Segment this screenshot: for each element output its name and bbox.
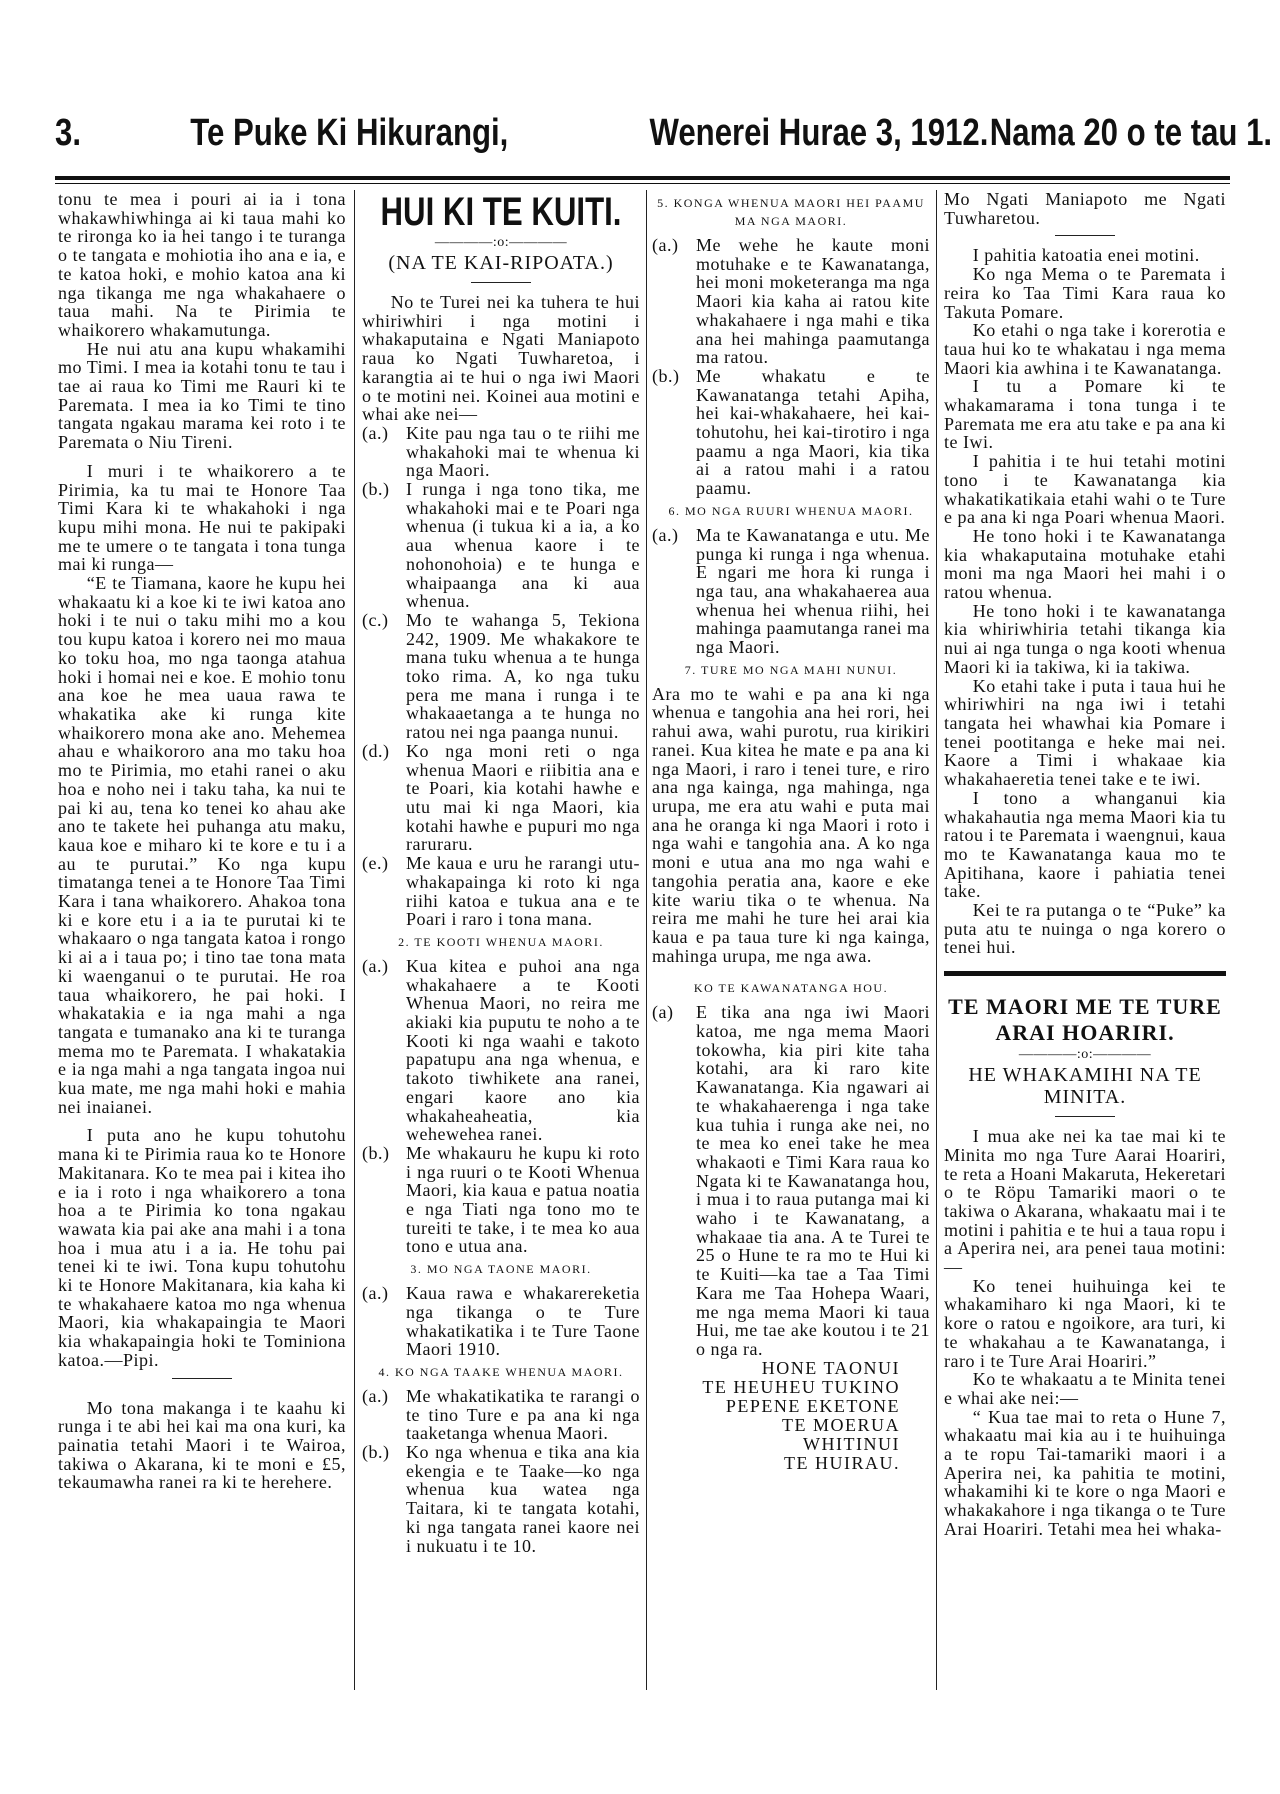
paragraph: He tono hoki i te kawanatanga kia whiriwhiria tetahi tikanga kia nui ai nga tunga o nga kooti whenua Maori ki ia takiwa, ki ia takiwa. xyxy=(944,600,1226,677)
item-text: Me whakatu e te Kawanatanga tetahi Apiha, hei kai-whakahaere, hei kai-tohutohu, hei kai-tirotiro i nga paamu a nga Maori, kia tika ai a ratou mahi i a ratou paamu. xyxy=(696,365,930,499)
item-text: Me wehe he kaute moni motuhake e te Kawanatanga, hei moni moketeranga ma nga Maori kia kaha ai ratou kite whakahaere i nga mahi e tika ana hei mahinga paamutanga ma ratou. xyxy=(696,235,930,368)
item-label: (a) xyxy=(652,1002,674,1023)
section-heading: 4. KO NGA TAAKE WHENUA MAORI. xyxy=(378,1364,624,1379)
short-rule xyxy=(172,1378,232,1379)
column-divider xyxy=(354,190,355,1690)
list-item xyxy=(362,957,640,1144)
paragraph: Ko etahi o nga take i korerotia e taua hui ko te whakatau i nga mema Maori kia awhina i te Kawanatanga. xyxy=(944,320,1226,378)
paragraph: Ko nga Mema o te Paremata i reira ko Taa Timi Kara raua ko Takuta Pomare. xyxy=(944,264,1226,322)
item-label: (b.) xyxy=(362,1142,390,1163)
column-3 xyxy=(652,190,930,1473)
item-label: (a.) xyxy=(362,422,389,443)
article-subheading: (NA TE KAI-RIPOATA.) xyxy=(388,252,614,274)
short-rule xyxy=(1055,235,1115,236)
paragraph: I tu a Pomare ki te whakamarama i tona tunga i te Paremata me era atu take e pa ana ki te Iwi. xyxy=(944,376,1226,453)
page-number: 3. xyxy=(55,112,81,154)
item-text: Ma te Kawanatanga e utu. Me punga ki runga i nga whenua. E ngari me hora ki runga i nga tau, ana whakahaerea aua whenua hei whenua riihi, hei mahinga paamutanga ranei ma nga Maori. xyxy=(696,524,930,658)
section-heading: 3. MO NGA TAONE MAORI. xyxy=(410,1262,592,1277)
newspaper-title: Te Puke Ki Hikurangi, xyxy=(190,112,509,154)
masthead-rule-thin xyxy=(55,183,1230,184)
item-label: (d.) xyxy=(362,740,390,761)
paragraph: Mo Ngati Maniapoto me Ngati Tuwharetou. xyxy=(944,189,1226,228)
paragraph: Kei te ra putanga o te “Puke” ka puta atu te nuinga o nga korero o tenei hui. xyxy=(944,900,1226,958)
issue-number: Nama 20 o te tau 1. xyxy=(989,112,1273,154)
item-label: (e.) xyxy=(362,853,389,874)
column-2 xyxy=(362,190,640,1555)
list-item xyxy=(362,1284,640,1359)
item-label: (a.) xyxy=(652,235,679,255)
item-text: E tika ana nga iwi Maori katoa, me nga mema Maori tokowha, kia piri kite taha kotahi, ara ki raro kite Kawanatanga. Kia ngawari ai te whakahaerenga i nga take kua tuhia i runga ake nei, no te mea ko enei take he mea whakaoti e Timi Kara raua ko Ngata ki te Kawanatanga hou, i mua i to raua putanga mai ki waho i te Kawanatang, a whakaae tia ana. A te Turei te 25 o Hune te ra mo te Hui ki te Kuiti—ka tae a Taa Timi Kara me Taa Hohepa Waari, me nga mema Maori ki taua Hui, me tae ake koutou i te 21 o nga ra. xyxy=(696,1002,930,1359)
article-headline: TE MAORI ME TE TURE ARAI HOARIRI. xyxy=(948,994,1222,1046)
short-rule xyxy=(471,282,531,283)
list-item xyxy=(652,526,930,657)
signatory-name: HONE TAONUI xyxy=(761,1357,900,1378)
separator-ornament: ————:o:———— xyxy=(434,235,568,250)
list-item xyxy=(362,1144,640,1256)
list-item xyxy=(362,742,640,854)
section-heading: 5. KONGA WHENUA MAORI HEI PAAMU MA NGA MAORI. xyxy=(657,196,925,228)
paragraph: I mua ake nei ka tae mai ki te Minita mo nga Ture Aarai Hoariri, te reta a Hoani Makaruta, Hekeretari o te Röpu Tamariki maori o te takiwa o Akarana, whakaatu mai i te motini i pahitia e te hui a taua ropu i a Aperira nei, ara penei taua motini:— xyxy=(944,1126,1226,1278)
paragraph: He tono hoki i te Kawanatanga kia whakaputaina motuhake etahi moni ma nga Maori hei mahi i o ratou whenua. xyxy=(944,525,1226,603)
section-heading: KO TE KAWANATANGA HOU. xyxy=(693,981,889,996)
masthead xyxy=(55,112,1273,172)
list-item xyxy=(362,1443,640,1555)
paragraph: Ko etahi take i puta i taua hui he whiriwhiri na nga iwi i tetahi tangata hei whawhai kia Pomare i tenei pootitanga e heke mai nei. Kaore a Timi i whakaae kia whakahaeretia tenei take e te iwi. xyxy=(944,675,1226,790)
article-headline: HUI KI TE KUITI. xyxy=(380,190,622,234)
signatory-name: PEPENE EKETONE xyxy=(725,1395,900,1416)
masthead-rule xyxy=(55,176,1230,180)
list-item xyxy=(362,854,640,929)
item-text: Kua kitea e puhoi ana nga whakahaere a te Kooti Whenua Maori, no reira me akiaki kia puputu te noho a te Kooti ki nga waahi e takoto papatupu ana nga whenua, e takoto tiwhikete ana ranei, engari kaore ano kia whakaheaheatia, kia wehewehea ranei. xyxy=(406,955,640,1145)
column-divider xyxy=(646,190,647,1690)
paragraph: I puta ano he kupu tohutohu mana ki te Pirimia raua ko te Honore Makitanara. Ko te mea pai i kitea iho e ia i roto i nga whaikorero a tona hoa a te Pirimia ko tona ngakau wawata kia pai ake ana mahi i a tona hoa i mua atu i a ia. He tohu pai tenei ki te iwi. Tona kupu tohutohu ki te Honore Makitanara, kia kaha ki te whakahaere katoa mo nga whenua Maori, kia whakapaingia te Maori kia whakapaingia hoki te Tominiona katoa.—Pipi. xyxy=(58,1125,346,1370)
column-1 xyxy=(58,190,346,1492)
list-item xyxy=(362,480,640,611)
column-divider xyxy=(936,190,937,1690)
list-item xyxy=(652,236,930,367)
item-text: Kaua rawa e whakarereketia nga tikanga o te Ture whakatikatika i te Ture Taone Maori 1910. xyxy=(406,1283,640,1360)
paragraph: Ko te whakaatu a te Minita tenei e whai ake nei:— xyxy=(944,1369,1226,1408)
item-label: (b.) xyxy=(362,1442,390,1463)
short-rule xyxy=(1055,1116,1115,1117)
paragraph: No te Turei nei ka tuhera te hui whiriwhiri i nga motini i whakaputaina e Ngati Maniapoto raua ko Ngati Tuwharetoa, i karangtia ai te hui o nga iwi Maori o te motini nei. Koinei aua motini e whai ake nei— xyxy=(362,292,640,425)
item-text: Kite pau nga tau o te riihi me whakahoki mai te whenua ki nga Maori. xyxy=(406,422,640,481)
item-text: I runga i nga tono tika, me whakahoki mai e te Poari nga whenua (i tukua ki a ia, a ko aua whenua kaore i te nohonohoia) e te hunga e whaipaanga ana ki aua whenua. xyxy=(406,479,640,612)
paragraph: I pahitia katoatia enei motini. xyxy=(972,245,1200,266)
paragraph: “ Kua tae mai to reta o Hune 7, whakaatu mai kia au i te huihuinga a te ropu Tai-tamariki maori i a Aperira nei, ka pahitia te motini, whakamihi ki te kore o nga Maori e whakakahore i nga tikanga o te Ture Arai Hoariri. Tetahi mea hei whaka- xyxy=(944,1406,1226,1539)
item-label: (c.) xyxy=(362,609,389,630)
item-text: Ko nga whenua e tika ana kia ekengia e te Taake—ko nga whenua kua watea nga Taitara, ki te tangata kotahi, ki nga tangata ranei kaore nei i nukuatu i te 10. xyxy=(406,1442,640,1556)
list-item xyxy=(652,1003,930,1358)
item-label: (b.) xyxy=(652,365,680,386)
item-text: Mo te wahanga 5, Tekiona 242, 1909. Me whakakore te mana tuku whenua a te hunga toko rima. A, ko nga tuku pera me mana i runga i te whakaaetanga a te hunga no ratou nei nga paanga nunui. xyxy=(406,609,640,743)
column-4 xyxy=(944,190,1226,1539)
section-heading: 2. TE KOOTI WHENUA MAORI. xyxy=(398,934,604,949)
list-item xyxy=(652,367,930,498)
paragraph: Mo tona makanga i te kaahu ki runga i te abi hei kai ma ona kuri, ka painatia tetahi Maori i te Wairoa, takiwa o Akarana, ki te moni e £5, tekaumawha ranei ra ki te herehere. xyxy=(58,1397,346,1493)
separator-ornament: ————:o:———— xyxy=(1018,1047,1152,1063)
paragraph: I pahitia i te hui tetahi motini tono i te Kawanatanga kia whakatikatikaia etahi wahi o te Ture e pa ana ki nga Poari whenua Maori. xyxy=(944,451,1226,528)
item-label: (a.) xyxy=(652,524,679,545)
list-item xyxy=(362,1387,640,1443)
article-subheading: HE WHAKAMIHI NA TE MINITA. xyxy=(968,1064,1202,1109)
item-text: Me whakatikatika te rarangi o te tino Ture e pa ana ki nga taaketanga whenua Maori. xyxy=(406,1385,640,1444)
list-item xyxy=(362,424,640,480)
signatory-name: TE HEUHEU TUKINO xyxy=(702,1376,900,1397)
signatory-name: TE MOERUA xyxy=(782,1414,900,1435)
paragraph: I tono a whanganui kia whakahautia nga mema Maori kia tu ratou i te Paremata i waengnui, kaua mo te Kawanatanga kaua mo te Apitihana, kaore i pahiatia tenei take. xyxy=(944,787,1226,902)
thick-rule xyxy=(944,971,1226,976)
spacer xyxy=(652,965,930,975)
item-text: Me kaua e uru he rarangi utu-whakapainga ki roto ki nga riihi katoa e tukua ana e te Poari i raro i tona mana. xyxy=(406,853,640,930)
item-label: (a.) xyxy=(362,1385,389,1406)
signatory-name: TE HUIRAU. xyxy=(784,1452,900,1473)
item-label: (b.) xyxy=(362,479,390,500)
paragraph: He nui atu ana kupu whakamihi mo Timi. I mea ia kotahi tonu te tau i tae ai raua ko Timi me Rauri ki te Paremata. I mea ia ko Timi te tino tangata ngakau marama kei roto i te Paremata o Niu Tireni. xyxy=(58,338,346,453)
paragraph: “E te Tiamana, kaore he kupu hei whakaatu ki a koe ki te iwi katoa ano hoki i te nui o taku mihi mo a kou tou kupu katoa i korero nei mo maua ko toku hoa, mo nga taonga atahua hoki i homai nei e koe. E mohio tonu ana koe he mea uaua rawa te whakatika ake ki runga kite whaikorero mona ake ano. Mehemea ahau e whaikororo ana mo taku hoa mo te Pirimia, mo etahi ranei o aku hoa e noho nei i taku taha, ka nui te pai ki au, tena ko tenei ko ahau ake ano te takete hei puhanga atu maku, kaua koe e miharo ki te kore e tu i a au te purutai.” Ko nga kupu timatanga tenei a te Honore Taa Timi Kara i tana whaikorero. Ahakoa tona ki e kore etu i a ia te purutai ki te whakaaro o nga tangata katoa i rongo ki ai a i taua po; i tino tae tona mata ki waenganui o te purutai. He roa taua whaikorero, he pai hoki. I whakatakia e ia nga mahi a nga tangata e tumanako ana ki te turanga mema mo te Paremata. I whakatakia e ia nga mahi a nga tangata ingoa nui kua mate, me nga mahi hoki e mahia nei inaianei. xyxy=(58,573,346,1117)
item-label: (a.) xyxy=(362,1283,389,1304)
item-label: (a.) xyxy=(362,955,389,976)
paragraph: I muri i te whaikorero a te Pirimia, ka tu mai te Honore Taa Timi Kara ki te whakahoki i nga kupu mihi mona. He nui te pakipaki me te umere o te tangata i tona tunga mai ki runga— xyxy=(58,460,346,575)
section-heading: 7. TURE MO NGA MAHI NUNUI. xyxy=(684,662,898,677)
paragraph: Ko tenei huihuinga kei te whakamiharo ki nga Maori, ki te kore o ratou e ngoikore, ara turi, ki te whakahau a te Kawanatanga, i raro i te Ture Arai Hoariri.” xyxy=(944,1275,1226,1371)
paragraph: Ara mo te wahi e pa ana ki nga whenua e tangohia ana hei rori, hei rahui awa, wahi purotu, rua kirikiri ranei. Kua kitea he mate e pa ana ki nga Maori, i raro i tenei ture, e riro ana nga kainga, nga mahinga, nga urupa, me era atu wahi e puta mai ana he oranga ki nga Maori i roto i nga wahi e tangohia ana. A ko nga moni e utua ana mo nga wahi e tangohia peratia ana, kaore e eke kite wariu tika o te whenua. Na reira me mahi he ture hei arai kia kaua e pa taua ture ki nga kainga, mahinga urupa, me nga awa. xyxy=(652,683,930,966)
list-item xyxy=(362,611,640,742)
item-text: Me whakauru he kupu ki roto i nga ruuri o te Kooti Whenua Maori, kia kaua e patua noatia e nga Tiati nga tono mo te tureiti te take, i te mea ko aua tono e utua ana. xyxy=(406,1142,640,1257)
section-heading: 6. MO NGA RUURI WHENUA MAORI. xyxy=(668,503,914,518)
issue-date: Wenerei Hurae 3, 1912. xyxy=(649,112,989,154)
signatory-name: WHITINUI xyxy=(803,1433,900,1454)
item-text: Ko nga moni reti o nga whenua Maori e riibitia ana e te Poari, kia kotahi hawhe e utu mai ki nga Maori, kia kotahi hawhe e pupuri mo nga raruraru. xyxy=(406,740,640,855)
paragraph: tonu te mea i pouri ai ia i tona whakawhiwhinga ai ki taua mahi ko te rironga ko ia hei tango i te turanga o te tangata e mohiotia iho ana e ia, e te katoa hoki, e mohio katoa ana ki nga tikanga me nga whakahaere o taua mahi. Na te Pirimia te whaikorero whakamutunga. xyxy=(58,189,346,340)
